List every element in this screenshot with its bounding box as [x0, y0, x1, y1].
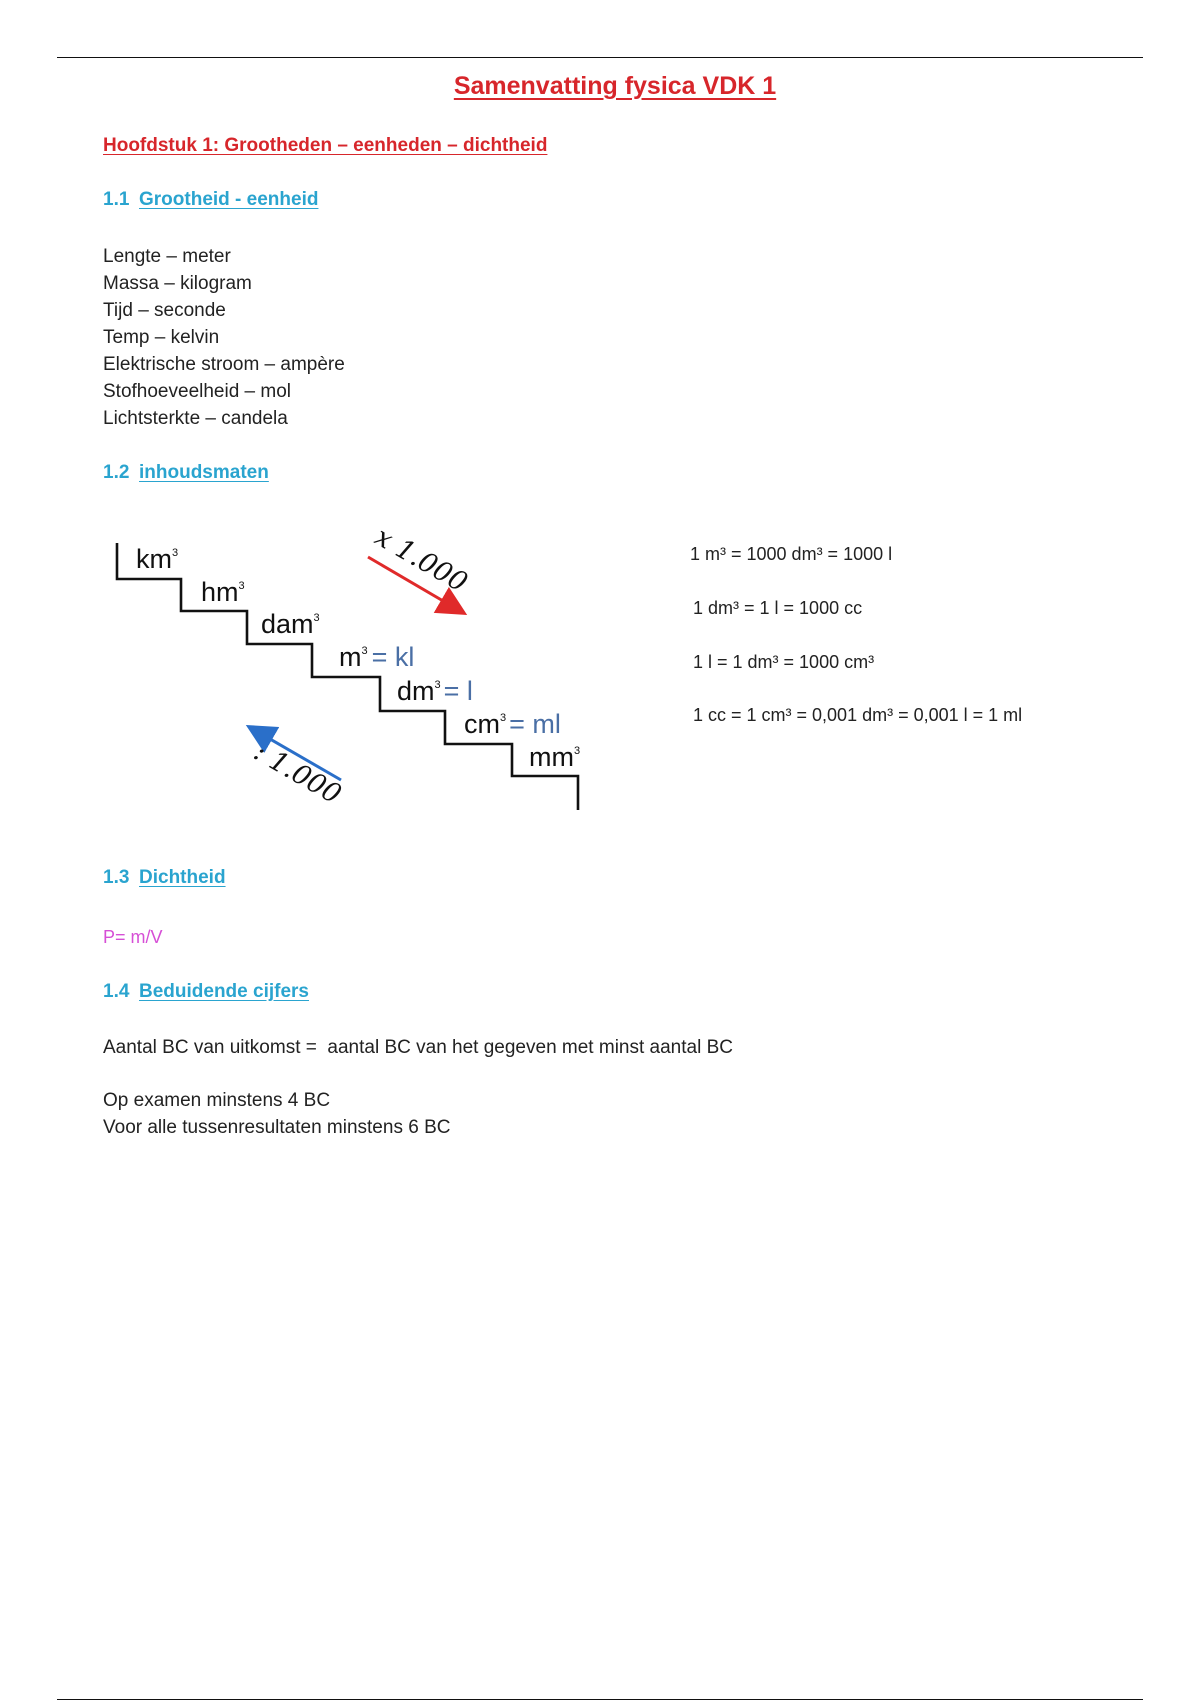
conversion-line: 1 m³ = 1000 dm³ = 1000 l — [690, 544, 893, 564]
section-number: 1.1 — [103, 189, 130, 210]
step-unit-km: km — [136, 544, 172, 574]
section-number: 1.2 — [103, 462, 130, 483]
step-exp: 3 — [500, 712, 507, 724]
step-unit-dam: dam — [261, 609, 314, 639]
svg-text:dm3= l — [397, 676, 473, 706]
step-unit-hm: hm — [201, 577, 239, 607]
significant-figures-rule: Aantal BC van uitkomst = aantal BC van het gegeven met minst aantal BC — [103, 1037, 733, 1058]
section-1-3-heading — [103, 867, 226, 889]
step-exp: 3 — [238, 580, 245, 592]
step-exp: 3 — [172, 547, 179, 559]
svg-text:cm3= ml — [464, 709, 561, 739]
step-unit-cm: cm — [464, 709, 500, 739]
step-unit-mm: mm — [529, 742, 574, 772]
section-title: inhoudsmaten — [139, 462, 269, 483]
svg-text:m3= kl — [339, 642, 414, 672]
svg-text:mm3 — [529, 742, 580, 772]
section-number: 1.3 — [103, 867, 130, 888]
section-1-1-heading — [103, 189, 318, 211]
section-number: 1.4 — [103, 981, 130, 1002]
section-title: Beduidende cijfers — [139, 981, 309, 1002]
section-1-4-heading — [103, 981, 309, 1003]
step-exp: 3 — [434, 679, 441, 691]
quantities-list — [103, 243, 345, 432]
step-equiv-ml: = ml — [509, 709, 561, 739]
step-unit-dm: dm — [397, 676, 435, 706]
staircase-line — [117, 543, 581, 810]
step-equiv-kl: = kl — [371, 642, 415, 672]
document-title: Samenvatting fysica VDK 1 — [453, 72, 777, 100]
svg-text:hm3 — [201, 577, 245, 607]
conversion-line: 1 dm³ = 1 l = 1000 cc — [693, 598, 863, 618]
top-rule — [57, 57, 1143, 58]
chapter-heading: Hoofdstuk 1: Grootheden – eenheden – dichtheid — [103, 135, 548, 156]
density-formula: P= m/V — [103, 927, 163, 947]
svg-text:dam3 — [261, 609, 320, 639]
svg-text:km3 — [136, 544, 178, 574]
conversion-line: 1 cc = 1 cm³ = 0,001 dm³ = 0,001 l = 1 ml — [693, 705, 1023, 725]
list-item: Temp – kelvin — [103, 327, 220, 348]
section-title: Grootheid - eenheid — [139, 189, 319, 210]
multiply-label: x 1.000 — [369, 521, 473, 599]
list-item: Tijd – seconde — [103, 300, 226, 321]
exam-requirement: Op examen minstens 4 BC — [103, 1090, 331, 1111]
intermediate-requirement: Voor alle tussenresultaten minstens 6 BC — [103, 1117, 451, 1138]
list-item: Elektrische stroom – ampère — [103, 354, 345, 375]
divide-label: : 1.000 — [248, 736, 347, 811]
step-exp: 3 — [573, 745, 581, 757]
section-1-2-heading — [103, 462, 269, 484]
step-exp: 3 — [313, 612, 320, 624]
list-item: Lichtsterkte – candela — [103, 408, 288, 429]
conversion-line: 1 l = 1 dm³ = 1000 cm³ — [693, 652, 875, 672]
volume-staircase-diagram — [100, 520, 620, 820]
section-title: Dichtheid — [139, 867, 226, 888]
step-equiv-l: = l — [443, 676, 473, 706]
step-unit-m: m — [339, 642, 362, 672]
list-item: Stofhoeveelheid – mol — [103, 381, 292, 402]
list-item: Lengte – meter — [103, 246, 231, 267]
list-item: Massa – kilogram — [103, 273, 252, 294]
step-exp: 3 — [361, 645, 368, 657]
